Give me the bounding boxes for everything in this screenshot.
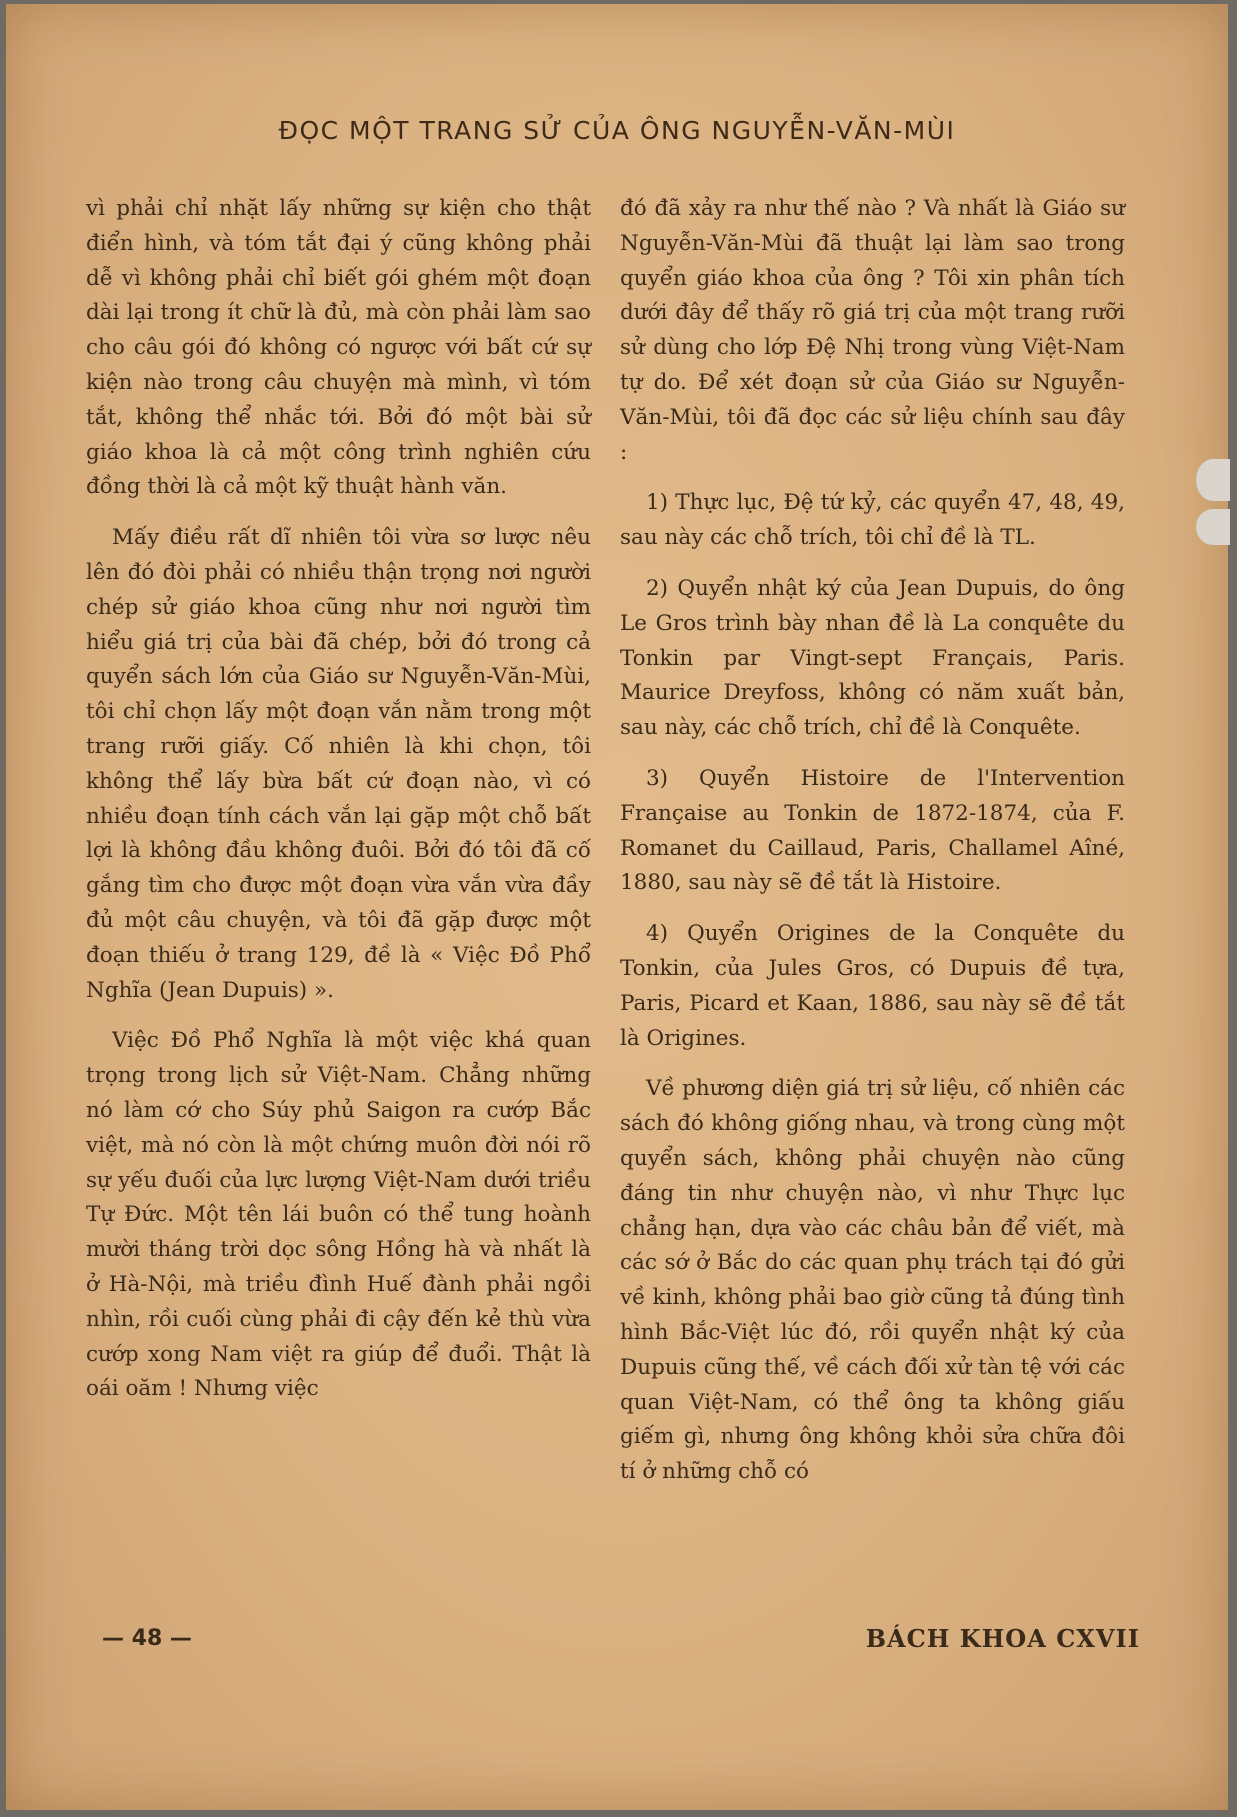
right-column <box>620 192 1125 1506</box>
paragraph: Việc Đồ Phổ Nghĩa là một việc khá quan trọng trong lịch sử Việt-Nam. Chẳng những nó làm cớ cho Súy phủ Saigon ra cướp Bắc việt, mà nó còn là một chứng muôn đời nói rõ sự yếu đuối của lực lượng Việt-Nam dưới triều Tự Đức. Một tên lái buôn có thể tung hoành mười tháng trời dọc sông Hồng hà và nhất là ở Hà-Nội, mà triều đình Huế đành phải ngồi nhìn, rồi cuối cùng phải đi cậy đến kẻ thù vừa cướp xong Nam việt ra giúp để đuổi. Thật là oái oăm ! Nhưng việc <box>86 1028 591 1402</box>
binding-hole <box>1196 459 1230 501</box>
paragraph: Mấy điều rất dĩ nhiên tôi vừa sơ lược nêu lên đó đòi phải có nhiều thận trọng nơi người chép sử giáo khoa cũng như nơi người tìm hiểu giá trị của bài đã chép, bởi đó trong cả quyển sách lớn của Giáo sư Nguyễn-Văn-Mùi, tôi chỉ chọn lấy một đoạn vắn nằm trong một trang rưỡi giấy. Cố nhiên là khi chọn, tôi không thể lấy bừa bất cứ đoạn nào, vì có nhiều đoạn tính cách vắn lại gặp một chỗ bất lợi là không đầu không đuôi. Bởi đó tôi đã cố gắng tìm cho được một đoạn vừa vắn vừa đầy đủ một câu chuyện, và tôi đã gặp được một đoạn thiếu ở trang 129, đề là « Việc Đồ Phổ Nghĩa (Jean Dupuis) ». <box>86 525 591 1003</box>
paragraph: đó đã xảy ra như thế nào ? Và nhất là Giáo sư Nguyễn-Văn-Mùi đã thuật lại làm sao trong quyển giáo khoa của ông ? Tôi xin phân tích dưới đây để thấy rõ giá trị của một trang rưỡi sử dùng cho lớp Đệ Nhị trong vùng Việt-Nam tự do. Để xét đoạn sử của Giáo sư Nguyễn-Văn-Mùi, tôi đã đọc các sử liệu chính sau đây : <box>620 196 1125 465</box>
scanned-page <box>6 4 1228 1810</box>
source-item: 2) Quyển nhật ký của Jean Dupuis, do ông Le Gros trình bày nhan đề là La conquête du Tonkin par Vingt-sept Français, Paris. Maurice Dreyfoss, không có năm xuất bản, sau này, các chỗ trích, chỉ đề là Conquête. <box>620 575 1125 741</box>
paragraph: Về phương diện giá trị sử liệu, cố nhiên các sách đó không giống nhau, và trong cùng một quyển sách, không phải chuyện nào cũng đáng tin như chuyện nào, vì như Thực lục chẳng hạn, dựa vào các châu bản để viết, mà các sớ ở Bắc do các quan phụ trách tại đó gửi về kinh, không phải bao giờ cũng tả đúng tình hình Bắc-Việt lúc đó, rồi quyển nhật ký của Dupuis cũng thế, về cách đối xử tàn tệ với các quan Việt-Nam, có thể ông ta không giấu giếm gì, nhưng ông không khỏi sửa chữa đôi tí ở những chỗ có <box>620 1076 1125 1485</box>
page-number: — 48 — <box>102 1626 192 1651</box>
running-header: ĐỌC MỘT TRANG SỬ CỦA ÔNG NGUYỄN-VĂN-MÙI <box>278 116 956 145</box>
source-item: 3) Quyển Histoire de l'Intervention Française au Tonkin de 1872-1874, của F. Romanet du Caillaud, Paris, Challamel Aîné, 1880, sau này sẽ đề tắt là Histoire. <box>620 765 1125 896</box>
source-item: 4) Quyển Origines de la Conquête du Tonkin, của Jules Gros, có Dupuis đề tựa, Paris, Picard et Kaan, 1886, sau này sẽ đề tắt là Origines. <box>620 921 1125 1051</box>
journal-name: BÁCH KHOA CXVII <box>865 1624 1140 1653</box>
paragraph: vì phải chỉ nhặt lấy những sự kiện cho thật điển hình, và tóm tắt đại ý cũng không phải dễ vì không phải chỉ biết gói ghém một đoạn dài lại trong ít chữ là đủ, mà còn phải làm sao cho câu gói đó không có ngược với bất cứ sự kiện nào trong câu chuyện mà mình, vì tóm tắt, không thể nhắc tới. Bởi đó một bài sử giáo khoa là cả một công trình nghiên cứu đồng thời là cả một kỹ thuật hành văn. <box>86 196 591 500</box>
binding-hole <box>1196 509 1230 545</box>
source-item: 1) Thực lục, Đệ tứ kỷ, các quyển 47, 48, 49, sau này các chỗ trích, tôi chỉ đề là TL. <box>620 490 1125 551</box>
left-column <box>86 192 591 1423</box>
